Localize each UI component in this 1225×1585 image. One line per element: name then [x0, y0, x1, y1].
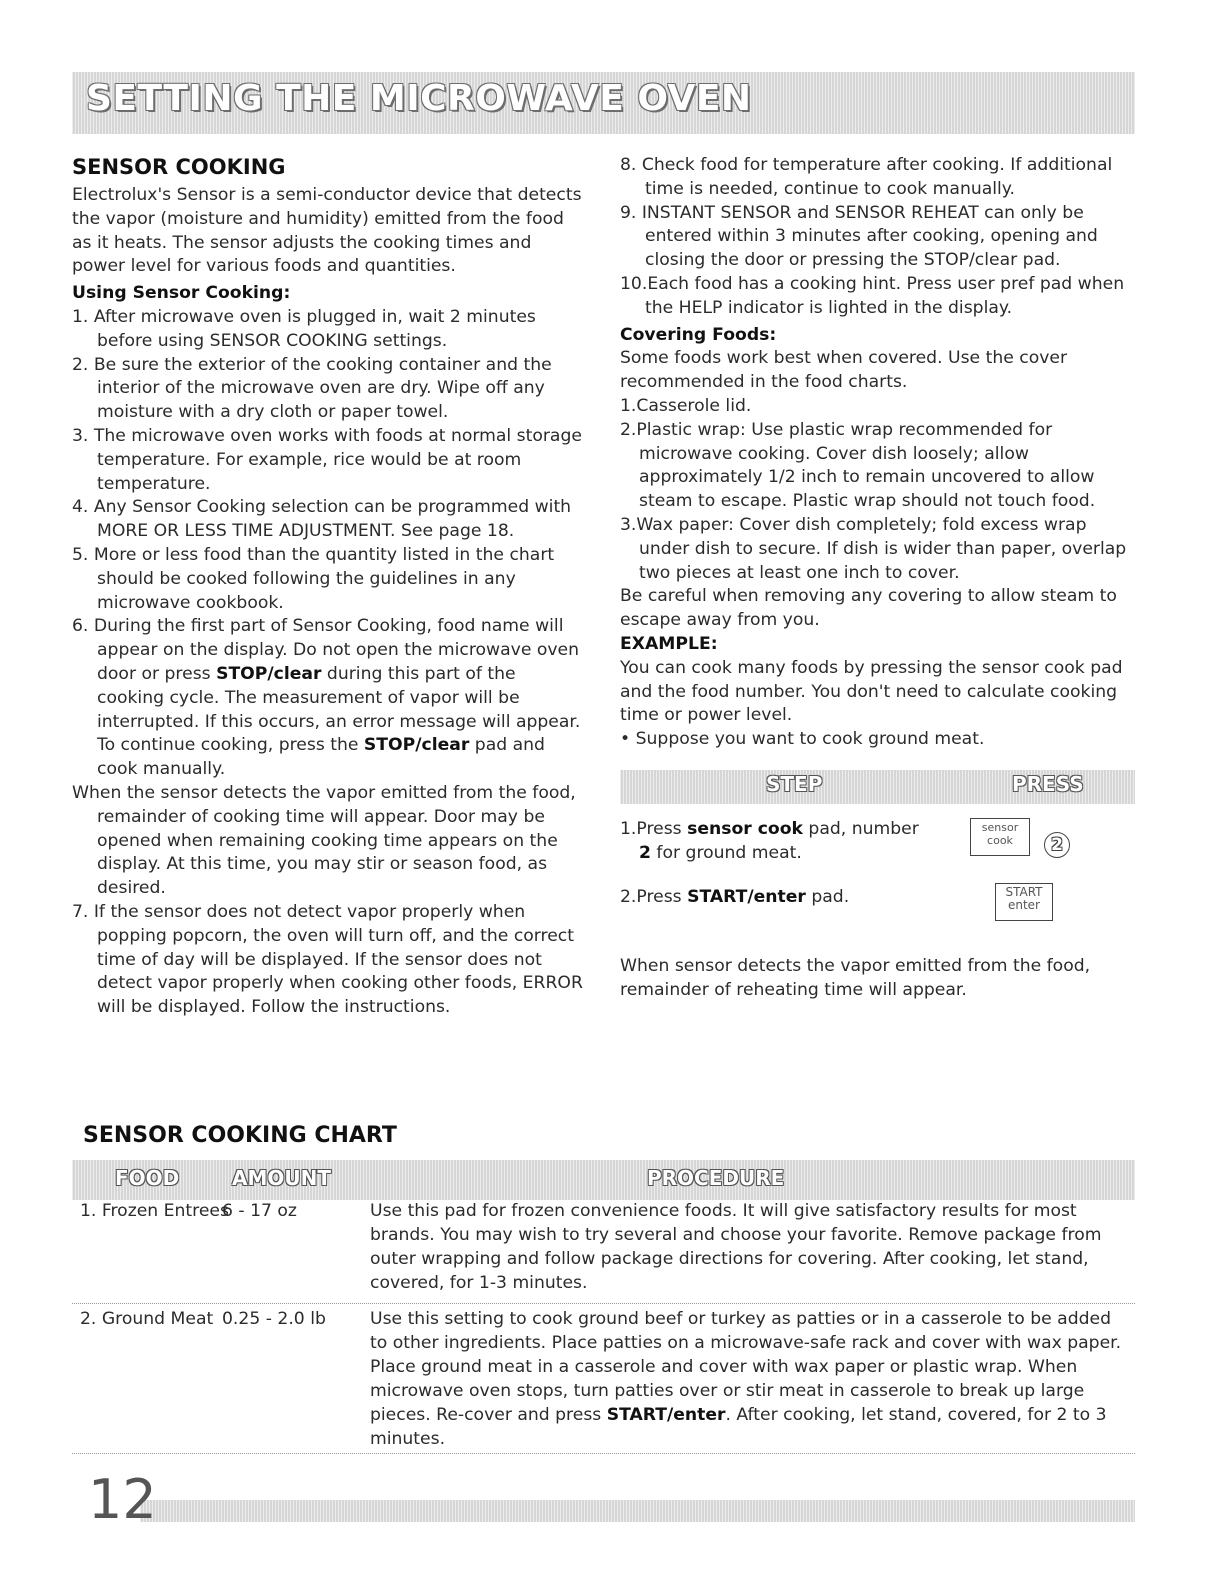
- sensor-step-6: [72, 615, 587, 782]
- chart-header: [72, 1160, 1135, 1200]
- food-number-label: 2: [639, 842, 651, 863]
- chart-title: SENSOR COOKING CHART: [83, 1123, 397, 1148]
- food-column-header: FOOD: [115, 1166, 180, 1190]
- step1-text: pad, number: [802, 819, 919, 839]
- sensor-step-3: 3. The microwave oven works with foods at normal storage temperature. For example, rice would be at room temperature.: [72, 425, 582, 494]
- sensor-intro: Electrolux's Sensor is a semi-conductor device that detects the vapor (moisture and humidity) emitted from the food as it heats. The sensor adjusts the cooking times and power level for various foods and quantities.: [72, 185, 582, 277]
- procedure-cell: [370, 1307, 1130, 1451]
- amount-column-header: AMOUNT: [232, 1166, 332, 1190]
- example-intro: You can cook many foods by pressing the sensor cook pad and the food number. You don't need to calculate cooking time or power level.: [620, 657, 1123, 726]
- page-title: SETTING THE MICROWAVE OVEN: [86, 78, 752, 119]
- example-bullet: • Suppose you want to cook ground meat.: [620, 729, 985, 750]
- sensor-cook-label: sensor cook: [687, 819, 803, 839]
- start-enter-label: START/enter: [606, 1405, 726, 1425]
- step2-text: 2.Press: [620, 886, 688, 907]
- table-row: [72, 1199, 1135, 1299]
- food-cell: 2. Ground Meat: [80, 1309, 214, 1329]
- right-column: [620, 154, 1135, 752]
- using-sensor-heading: Using Sensor Cooking:: [72, 283, 291, 304]
- sensor-step-5: 5. More or less food than the quantity listed in the chart should be cooked following the guidelines in any microwave cookbook.: [72, 544, 555, 613]
- table-row: [72, 1307, 1135, 1447]
- row-divider: [72, 1303, 1135, 1304]
- covering-item-3: 3.Wax paper: Cover dish completely; fold excess wrap under dish to secure. If dish is wider than paper, overlap two pieces at least one inch to cover.: [620, 514, 1127, 583]
- sensor-cook-pad-icon: [970, 818, 1030, 856]
- step-press-header: [620, 770, 1135, 804]
- procedure-text: . After cooking, let stand, covered, for 2 to 3 minutes.: [370, 1405, 1107, 1449]
- number-2-pad-icon: 2: [1044, 832, 1070, 858]
- pad-label: cook: [987, 834, 1013, 847]
- pad-label: enter: [1007, 898, 1040, 912]
- sensor-step-10: 10.Each food has a cooking hint. Press user pref pad when the HELP indicator is lighted in the display.: [620, 273, 1125, 318]
- page-number: 12: [88, 1468, 157, 1531]
- procedure-text: Use this setting to cook ground beef or turkey as patties or in a casserole to be added to other ingredients. Place patties on a microwave-safe rack and cover with wax paper. Place ground meat in a casserole and cover with wax paper or plastic wrap. When microwave oven stops, turn patties over or stir meat in casserole to break up large pieces. Re-cover and press: [370, 1309, 1122, 1425]
- row-divider: [72, 1453, 1135, 1454]
- procedure-column-header: PROCEDURE: [647, 1166, 785, 1190]
- step6-text-e: pad and cook manually.: [97, 735, 545, 780]
- covering-foods-heading: Covering Foods:: [620, 324, 777, 345]
- sensor-detect-paragraph: When the sensor detects the vapor emitted from the food, remainder of cooking time will appear. Door may be opened when remaining cooking time appears on the display. At this time, you may stir or season food, as desired.: [72, 782, 576, 899]
- stop-clear-label: STOP/clear: [363, 735, 470, 756]
- covering-caution: Be careful when removing any covering to allow steam to escape away from you.: [620, 586, 1117, 631]
- step1-text: for ground meat.: [650, 842, 802, 863]
- sensor-step-9: 9. INSTANT SENSOR and SENSOR REHEAT can only be entered within 3 minutes after cooking, opening and closing the door or pressing the STOP/clear pad.: [620, 202, 1098, 271]
- step6-text-a: 6. During the first part of Sensor Cooking, food name will appear on the display. Do not open the microwave oven door or press: [72, 616, 580, 684]
- example-step-2: [620, 886, 1135, 910]
- step6-text-c: during this part of the cooking cycle. The measurement of vapor will be interrupted. If this occurs, an error message will appear. To continue cooking, press the: [97, 663, 581, 756]
- start-enter-pad-icon: [995, 883, 1053, 921]
- covering-item-2: 2.Plastic wrap: Use plastic wrap recommended for microwave cooking. Cover dish loosely; allow approximately 1/2 inch to remain uncovered to allow steam to escape. Plastic wrap should not touch food.: [620, 419, 1096, 512]
- step2-text: pad.: [805, 886, 850, 907]
- sensor-cooking-heading: SENSOR COOKING: [72, 155, 286, 179]
- procedure-cell: Use this pad for frozen convenience foods. It will give satisfactory results for most brands. You may wish to try several and choose your favorite. Remove package from outer wrapping and follow package directions for covering. After cooking, let stand, covered, for 1-3 minutes.: [370, 1201, 1102, 1293]
- covering-intro: Some foods work best when covered. Use the cover recommended in the food charts.: [620, 348, 1068, 393]
- pad-label: START: [1005, 885, 1043, 899]
- covering-item-1: 1.Casserole lid.: [620, 395, 752, 416]
- amount-cell: 0.25 - 2.0 lb: [222, 1309, 326, 1329]
- example-closing: When sensor detects the vapor emitted from the food, remainder of reheating time will appear.: [620, 956, 1091, 1000]
- left-column: [72, 153, 587, 1020]
- pad-label: sensor: [981, 821, 1019, 834]
- amount-cell: 6 - 17 oz: [222, 1201, 297, 1221]
- start-enter-label: START/enter: [687, 886, 806, 907]
- sensor-step-7: 7. If the sensor does not detect vapor properly when popping popcorn, the oven will turn off, and the correct time of day will be displayed. If the sensor does not detect vapor properly when cooking other foods, ERROR will be displayed. Follow the instructions.: [72, 901, 583, 1018]
- sensor-step-4: 4. Any Sensor Cooking selection can be programmed with MORE OR LESS TIME ADJUSTMENT. See page 18.: [72, 497, 572, 542]
- stop-clear-label: STOP/clear: [216, 663, 322, 684]
- step1-text: 1.Press: [620, 819, 688, 839]
- sensor-step-1: 1. After microwave oven is plugged in, wait 2 minutes before using SENSOR COOKING settings.: [72, 306, 536, 351]
- sensor-step-2: 2. Be sure the exterior of the cooking container and the interior of the microwave oven are dry. Wipe off any moisture with a dry cloth or paper towel.: [72, 354, 552, 423]
- footer-bar: [140, 1500, 1135, 1522]
- step-column-header: STEP: [766, 772, 823, 796]
- sensor-step-8: 8. Check food for temperature after cooking. If additional time is needed, continue to cook manually.: [620, 155, 1113, 199]
- food-cell: 1. Frozen Entrees: [80, 1201, 229, 1221]
- page-header-banner: [72, 72, 1135, 134]
- example-step-1: [620, 818, 959, 866]
- press-column-header: PRESS: [1012, 772, 1084, 796]
- example-heading: EXAMPLE:: [620, 633, 718, 654]
